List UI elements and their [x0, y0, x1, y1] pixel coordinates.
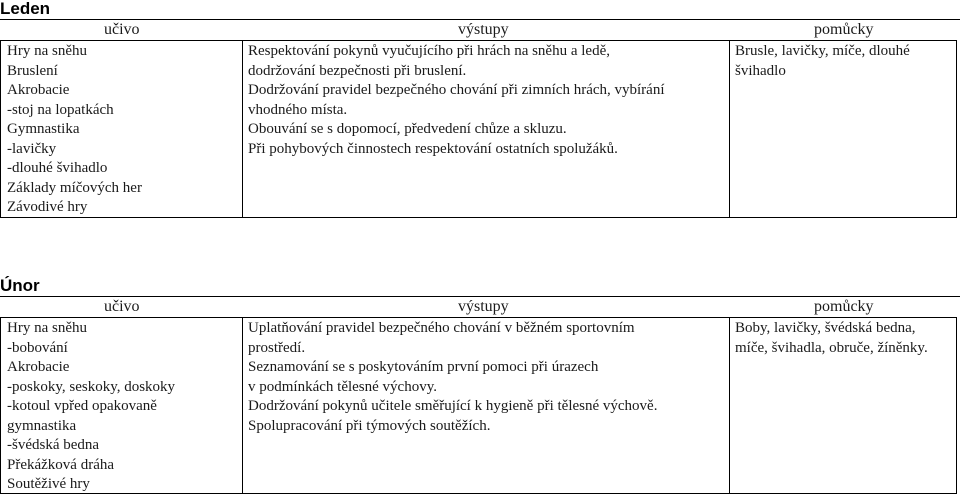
vystupy-line: Uplatňování pravidel bezpečného chování v běžném sportovním [248, 320, 635, 336]
ucivo-item: -bobování [7, 339, 68, 356]
column-header-pomucky: pomůcky [814, 21, 874, 38]
cell-pomucky [735, 319, 928, 358]
ucivo-item: -poskoky, seskoky, doskoky [7, 378, 176, 395]
ucivo-item: Bruslení [7, 62, 58, 79]
cell-ucivo [7, 42, 142, 218]
column-divider [729, 41, 730, 217]
ucivo-item: gymnastika [7, 417, 77, 434]
ucivo-item: Akrobacie [7, 359, 70, 375]
pomucky-line: Brusle, lavičky, míče, dlouhé [735, 43, 910, 59]
title-divider [0, 296, 960, 297]
cell-ucivo [7, 319, 175, 495]
vystupy-line: Obouvání se s dopomocí, předvedení chůze a skluzu. [248, 121, 567, 137]
title-divider [0, 19, 960, 20]
month-title: Únor [0, 276, 40, 295]
vystupy-line: Při pohybových činnostech respektování ostatních spolužáků. [248, 140, 618, 157]
ucivo-item: Soutěživé hry [7, 476, 90, 492]
column-divider [242, 318, 243, 493]
month-section-unor [0, 277, 960, 495]
curriculum-table [0, 40, 957, 218]
ucivo-item: Hry na sněhu [7, 320, 87, 336]
column-divider [242, 41, 243, 217]
vystupy-line: Dodržování pravidel bezpečného chování při zimních hrách, vybírání [248, 82, 665, 98]
ucivo-item: Gymnastika [7, 121, 80, 137]
column-header-ucivo: učivo [104, 21, 140, 38]
vystupy-line: prostředí. [248, 339, 306, 356]
vystupy-line: Respektování pokynů vyučujícího při hrách na sněhu a ledě, [248, 43, 610, 59]
ucivo-item: Závodivé hry [7, 199, 88, 215]
ucivo-item: Akrobacie [7, 82, 70, 98]
column-header-ucivo: učivo [104, 298, 140, 315]
ucivo-item: -dlouhé švihadlo [7, 160, 108, 176]
ucivo-item: Základy míčových her [7, 179, 142, 196]
column-header-vystupy: výstupy [458, 21, 509, 38]
month-section-leden [0, 0, 960, 222]
vystupy-line: Spolupracování při týmových soutěžích. [248, 417, 491, 434]
month-title: Leden [0, 0, 51, 18]
ucivo-item: -kotoul vpřed opakovaně [7, 398, 157, 414]
ucivo-item: -stoj na lopatkách [7, 101, 114, 118]
ucivo-item: -lavičky [7, 140, 57, 157]
cell-pomucky [735, 42, 910, 81]
column-header-vystupy: výstupy [458, 298, 509, 315]
vystupy-line: Dodržování pokynů učitele směřující k hygieně při tělesné výchově. [248, 398, 658, 414]
vystupy-line: dodržování bezpečnosti při bruslení. [248, 62, 467, 79]
pomucky-line: míče, švihadla, obruče, žíněnky. [735, 339, 928, 356]
column-header-pomucky: pomůcky [814, 298, 874, 315]
ucivo-item: Hry na sněhu [7, 43, 87, 59]
cell-vystupy [248, 42, 665, 159]
ucivo-item: Překážková dráha [7, 456, 115, 473]
vystupy-line: Seznamování se s poskytováním první pomoci při úrazech [248, 359, 599, 375]
ucivo-item: -švédská bedna [7, 437, 100, 453]
curriculum-table [0, 317, 957, 494]
pomucky-line: Boby, lavičky, švédská bedna, [735, 320, 916, 336]
cell-vystupy [248, 319, 657, 436]
vystupy-line: v podmínkách tělesné výchovy. [248, 378, 437, 395]
vystupy-line: vhodného místa. [248, 101, 348, 118]
pomucky-line: švihadlo [735, 62, 786, 79]
column-divider [729, 318, 730, 493]
